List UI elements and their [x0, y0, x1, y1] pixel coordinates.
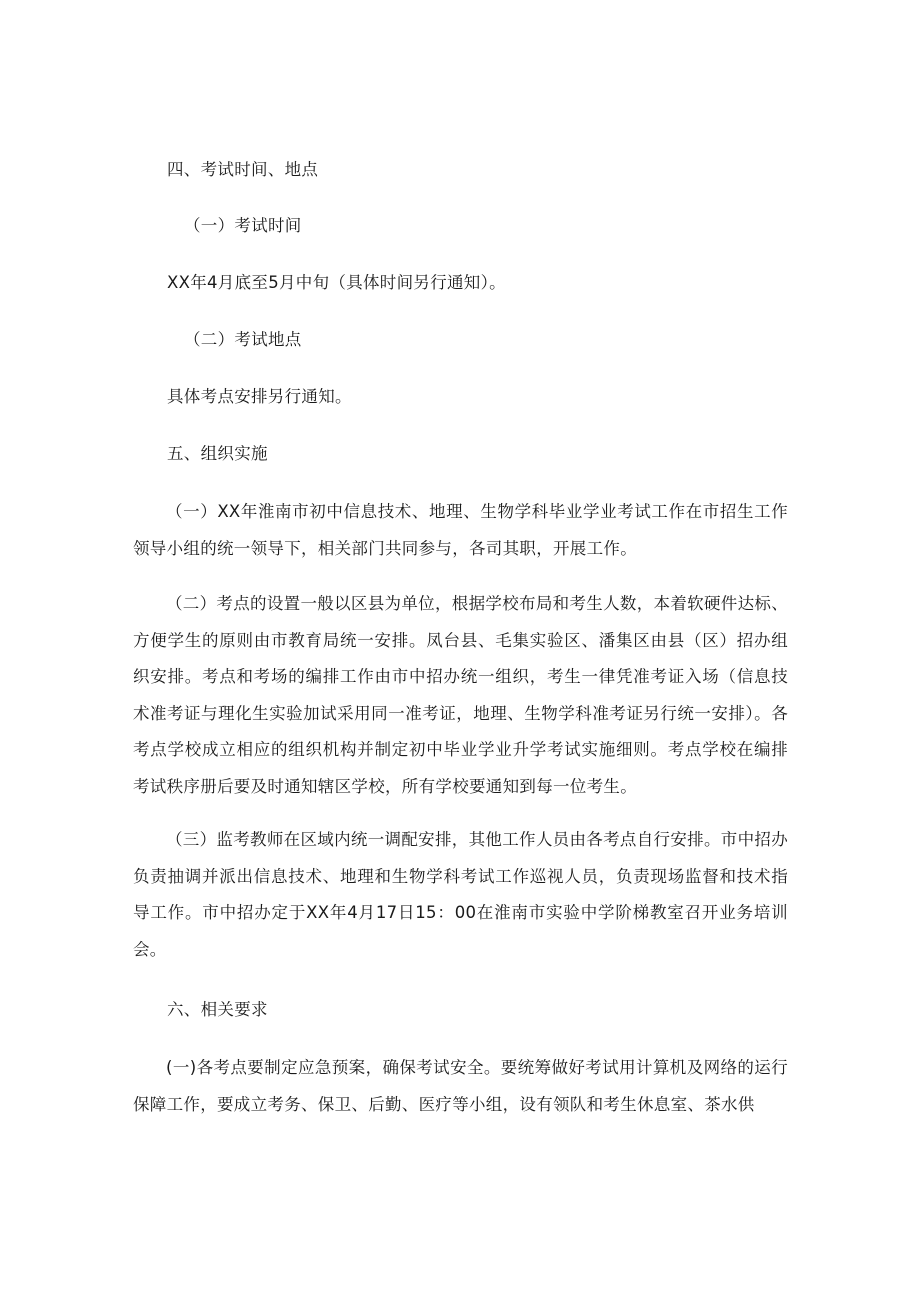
section-4-sub-2-text: 具体考点安排另行通知。: [167, 387, 352, 406]
section-5-paragraph-3: （三）监考教师在区域内统一调配安排，其他工作人员由各考点自行安排。市中招办负责抽调并派出信息技术、地理和生物学科考试工作巡视人员，负责现场监督和技术指导工作。市中招办定于XX年4月17日15：00在淮南市实验中学阶梯教室召开业务培训会。: [133, 830, 788, 959]
section-6-paragraph-1: (一)各考点要制定应急预案，确保考试安全。要统筹做好考试用计算机及网络的运行保障工作，要成立考务、保卫、后勤、医疗等小组，设有领队和考生休息室、茶水供: [133, 1058, 788, 1114]
section-6-heading: 六、相关要求: [167, 1000, 268, 1019]
section-4-sub-1-text: XX年4月底至5月中旬（具体时间另行通知）。: [167, 273, 506, 292]
section-4-sub-1-heading: （一）考试时间: [184, 216, 302, 235]
section-5-heading: 五、组织实施: [167, 444, 268, 463]
section-4-heading: 四、考试时间、地点: [167, 160, 319, 179]
section-4-sub-2-heading: （二）考试地点: [184, 330, 302, 349]
section-5-paragraph-2: （二）考点的设置一般以区县为单位，根据学校布局和考生人数，本着软硬件达标、方便学生的原则由市教育局统一安排。凤台县、毛集实验区、潘集区由县（区）招办组织安排。考点和考场的编排工作由市中招办统一组织，考生一律凭准考证入场（信息技术准考证与理化生实验加试采用同一准考证，地理、生物学科准考证另行统一安排）。各考点学校成立相应的组织机构并制定初中毕业学业升学考试实施细则。考点学校在编排考试秩序册后要及时通知辖区学校，所有学校要通知到每一位考生。: [133, 594, 788, 796]
section-5-paragraph-1: （一）XX年淮南市初中信息技术、地理、生物学科毕业学业考试工作在市招生工作领导小组的统一领导下，相关部门共同参与，各司其职，开展工作。: [133, 502, 788, 558]
